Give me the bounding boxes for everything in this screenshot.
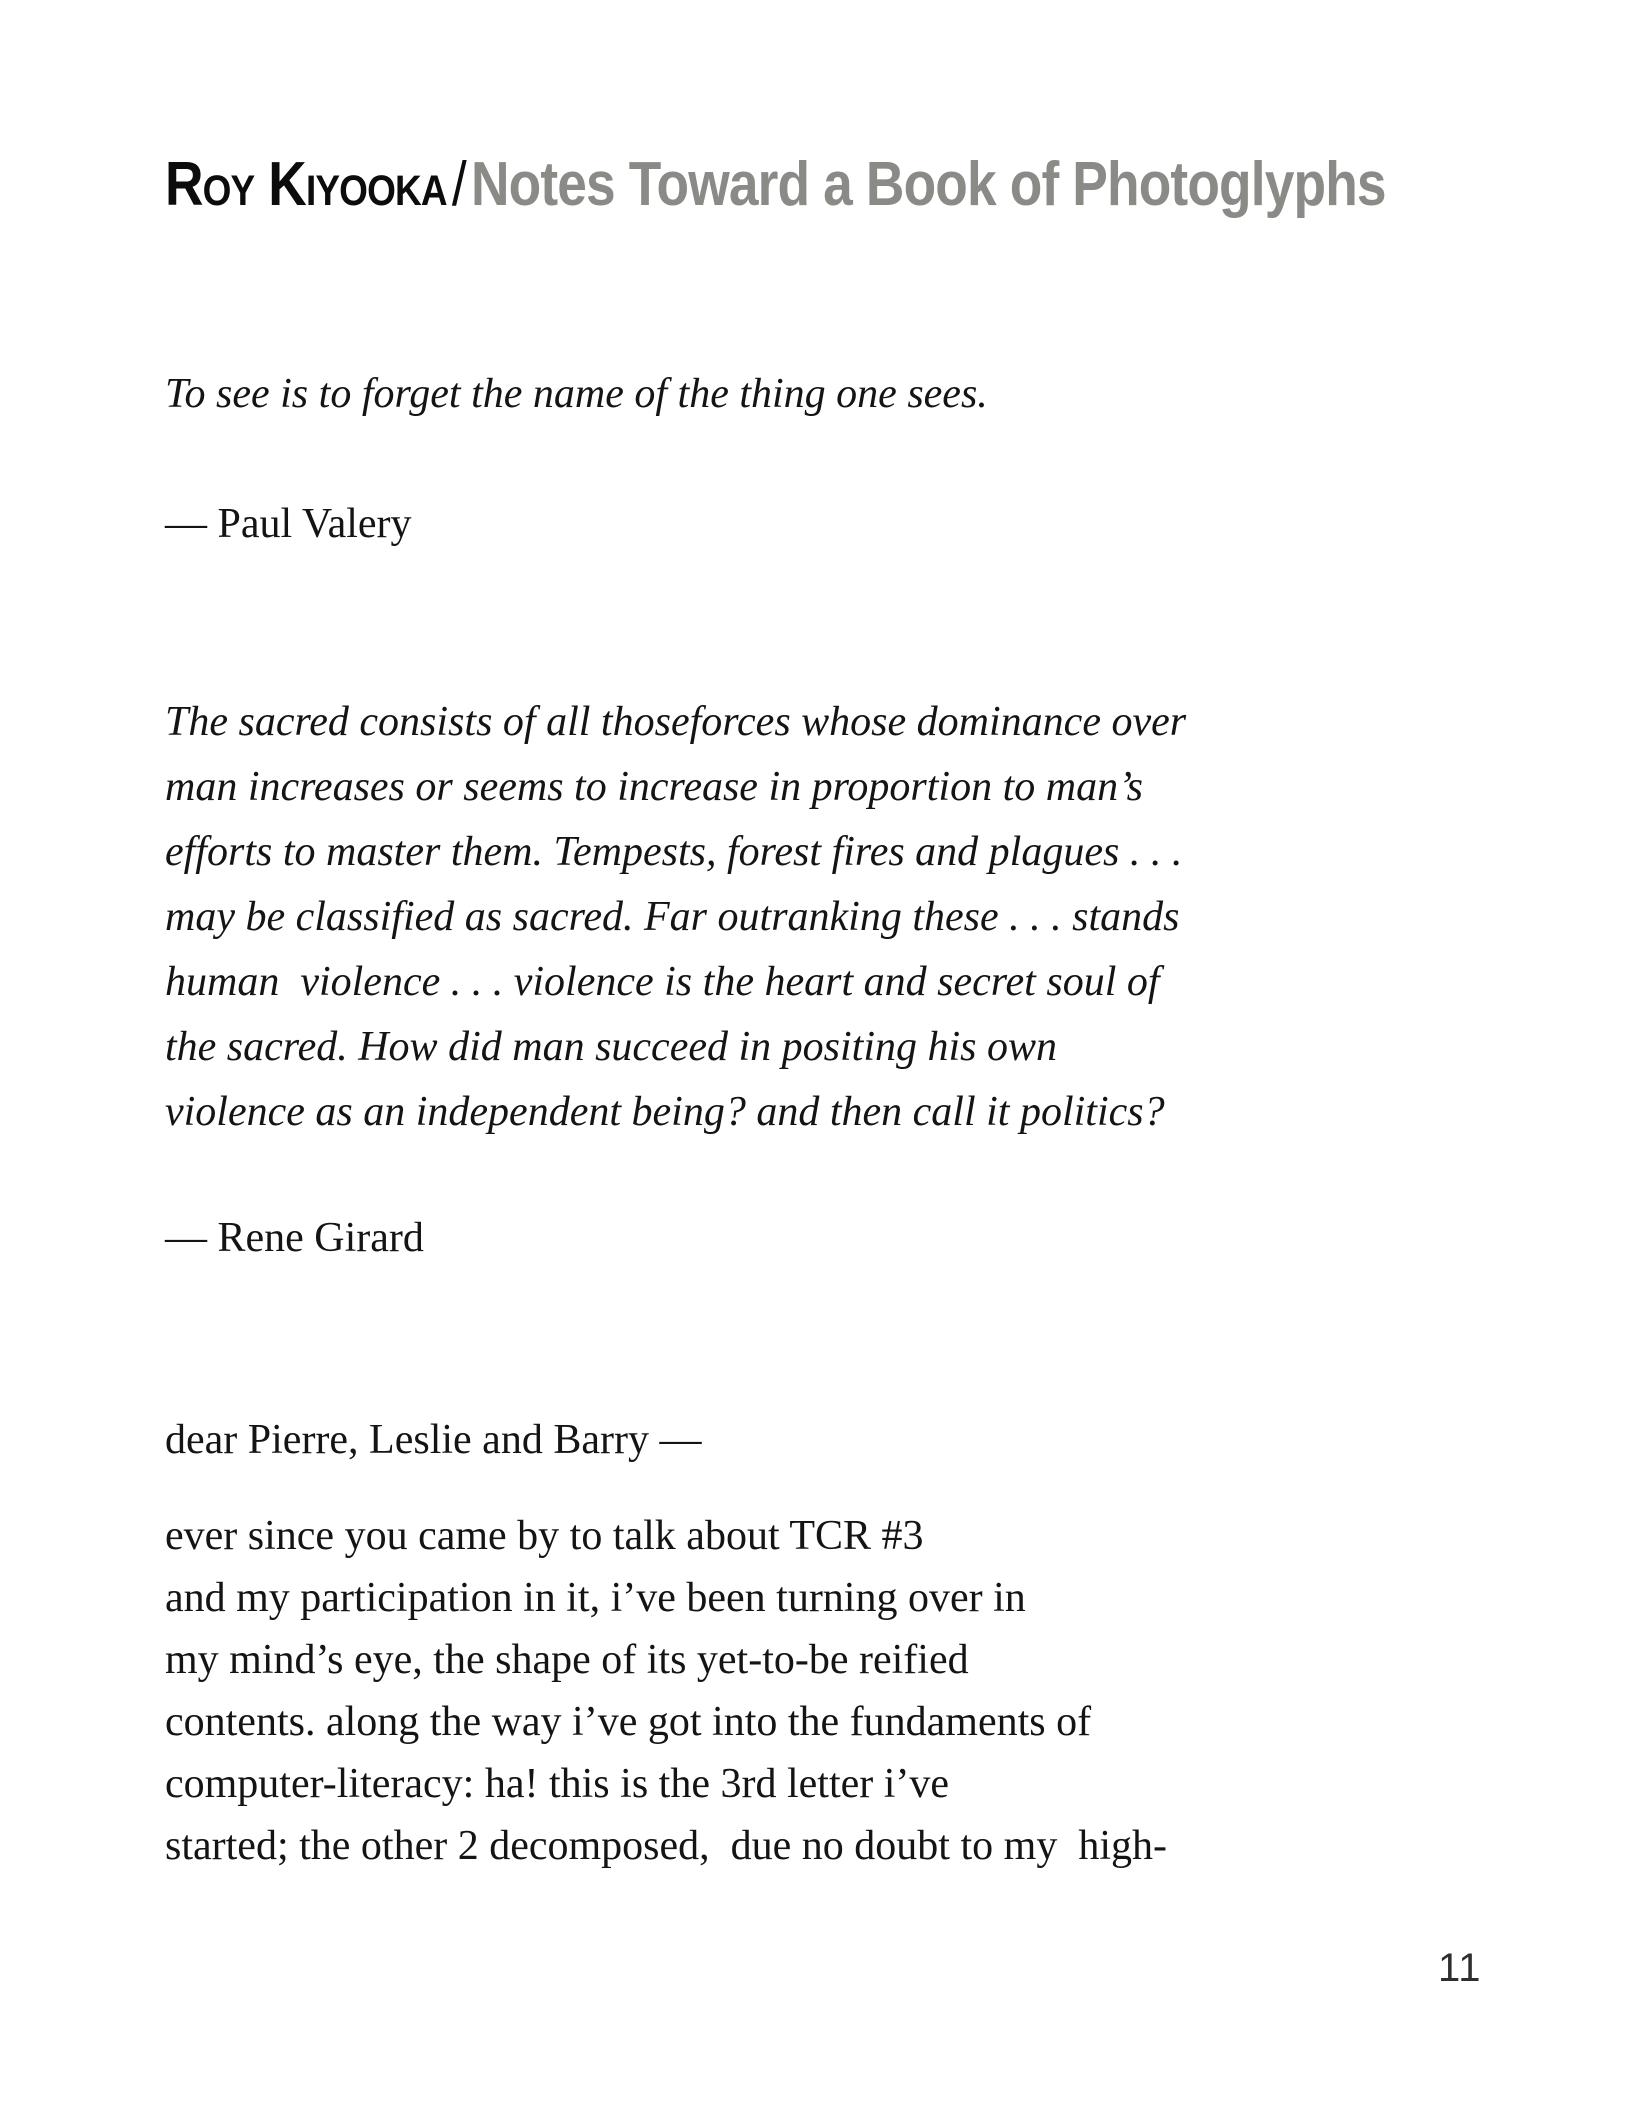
letter-line: computer-literacy: ha! this is the 3rd letter i’ve [165,1761,950,1807]
page-number: 11 [1438,1946,1482,1990]
epigraph-valery-attribution: — Paul Valery [165,501,412,547]
epigraph-valery-quote: To see is to forget the name of the thing one sees. [165,371,988,417]
letter-line: my mind’s eye, the shape of its yet-to-be reified [165,1637,969,1683]
letter-line: started; the other 2 decomposed, due no doubt to my high- [165,1823,1167,1869]
work-title: Notes Toward a Book of Photoglyphs [470,150,1386,219]
quote-line: man increases or seems to increase in proportion to man’s [165,764,1143,810]
letter-line: contents. along the way i’ve got into the fundaments of [165,1699,1092,1745]
epigraph-girard-quote [165,690,1186,1145]
quote-line: violence as an independent being? and then call it politics? [165,1089,1165,1135]
letter-line: and my participation in it, i’ve been turning over in [165,1575,1026,1621]
page-header [165,150,1584,220]
epigraph-girard-attribution: — Rene Girard [165,1215,424,1261]
letter-line: ever since you came by to talk about TCR #3 [165,1513,924,1559]
quote-line: The sacred consists of all thoseforces whose dominance over [165,699,1187,745]
quote-line: human violence . . . violence is the heart and secret soul of [165,959,1160,1005]
quote-line: may be classified as sacred. Far outranking these . . . stands [165,894,1180,940]
letter-body [165,1505,1167,1877]
title-separator: / [451,150,466,219]
quote-line: the sacred. How did man succeed in positing his own [165,1024,1058,1070]
author-name: Roy Kiyooka [165,150,447,219]
quote-line: efforts to master them. Tempests, forest fires and plagues . . . [165,829,1183,875]
letter-salutation: dear Pierre, Leslie and Barry — [165,1417,702,1463]
